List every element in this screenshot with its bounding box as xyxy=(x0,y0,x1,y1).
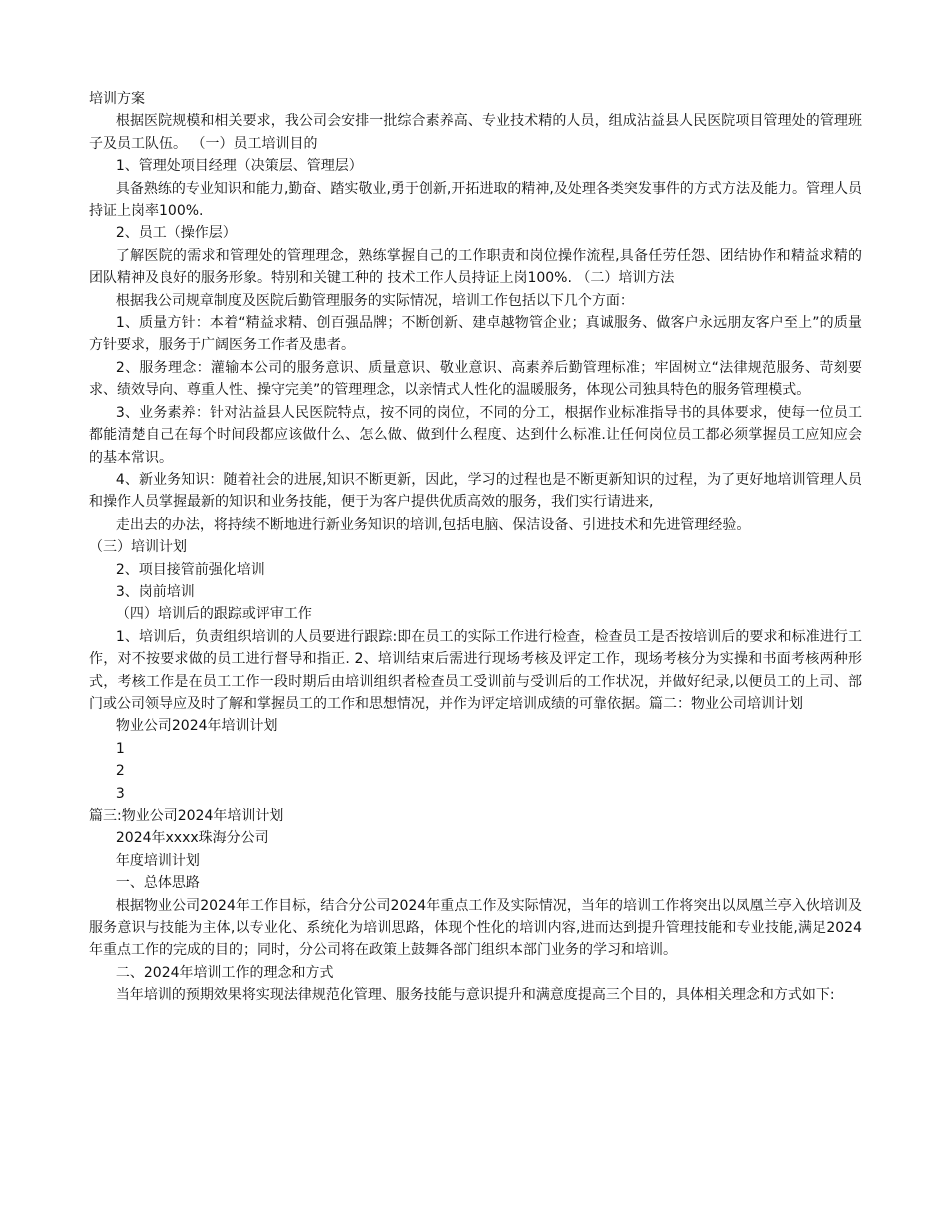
doc-title: 培训方案 xyxy=(89,91,145,107)
paragraph: 根据物业公司2024年工作目标，结合分公司2024年重点工作及实际情况，当年的培训工作将突出以凤凰兰亭入伙培训及服务意识与技能为主体,以专业化、系统化为培训思路，体现个性化的培训内容,进而达到提升管理技能和专业技能,满足2024年重点工作的完成的目的；同时，分公司将在政策上鼓舞各部门组织本部门业务的学习和培训。 xyxy=(89,897,862,959)
paragraph: 4、新业务知识：随着社会的进展,知识不断更新，因此，学习的过程也是不断更新知识的过程，为了更好地培训管理人员和操作人员掌握最新的知识和业务技能，便于为客户提供优质高效的服务，我们实行请进来, xyxy=(89,471,862,511)
paragraph: 年度培训计划 xyxy=(115,852,200,869)
paragraph: 具备熟练的专业知识和能力,勤奋、踏实敬业,勇于创新,开拓进取的精神,及处理各类突发事件的方式方法及能力。管理人员持证上岗率100%. xyxy=(89,180,862,220)
paragraph: 1、质量方针：本着“精益求精、创百强品牌；不断创新、建卓越物管企业；真诚服务、做客户永远朋友客户至上”的质量方针要求，服务于广阔医务工作者及患者。 xyxy=(89,315,862,354)
section-heading: 二、2024年培训工作的理念和方式 xyxy=(115,964,334,981)
paragraph: 2、服务理念：灌输本公司的服务意识、质量意识、敬业意识、高素养后勤管理标准；牢固树立“法律规范服务、苛刻要求、绩效导向、尊重人性、操守完美”的管理理念，以亲情式人性化的温暖服务，体现公司独具特色的服务管理模式。 xyxy=(89,359,862,399)
list-number: 2 xyxy=(115,763,125,780)
paragraph: 根据医院规模和相关要求，我公司会安排一批综合素养高、专业技术精的人员，组成沾益县人民医院项目管理处的管理班子及员工队伍。 （一）员工培训目的 xyxy=(89,113,862,152)
section-heading: （三）培训计划 xyxy=(89,539,187,556)
paragraph: 2024年xxxx珠海分公司 xyxy=(115,830,269,847)
paragraph: 走出去的办法，将持续不断地进行新业务知识的培训,包括电脑、保洁设备、引进技术和先进管理经验。 xyxy=(115,516,751,533)
section-heading: （四）培训后的跟踪或评审工作 xyxy=(115,606,312,623)
list-number: 1 xyxy=(115,740,125,757)
list-number: 3 xyxy=(115,785,125,802)
paragraph: 2、项目接管前强化培训 xyxy=(115,561,265,578)
section-heading: 一、总体思路 xyxy=(115,875,200,892)
paragraph: 当年培训的预期效果将实现法律规范化管理、服务技能与意识提升和满意度提高三个目的，具体相关理念和方式如下: xyxy=(115,987,835,1004)
paragraph: 1、培训后，负责组织培训的人员要进行跟踪:即在员工的实际工作进行检查，检查员工是否按培训后的要求和标准进行工作，对不按要求做的员工进行督导和指正. 2、培训结束后需进行现场考核及评定工作，现场考核分为实操和书面考核两种形式，考核工作是在员工工作一段时期后由培训组织者检查员工受训前与受训后的工作状况，并做好纪录,以便员工的上司、部门或公司领导应及时了解和掌握员工的工作和思想情况，并作为评定培训成绩的可靠依据。篇二：物业公司培训计划 xyxy=(89,628,862,712)
paragraph: 1、管理处项目经理（决策层、管理层） xyxy=(115,158,363,175)
paragraph: 了解医院的需求和管理处的管理理念，熟练掌握自己的工作职责和岗位操作流程,具备任劳任怨、团结协作和精益求精的团队精神及良好的服务形象。特别和关键工种的 技术工作人员持证上岗100%. （二）培训方法 xyxy=(89,247,862,287)
paragraph: 2、员工（操作层） xyxy=(115,225,237,242)
section-heading: 篇三:物业公司2024年培训计划 xyxy=(89,808,284,824)
paragraph: 物业公司2024年培训计划 xyxy=(115,718,278,735)
paragraph: 3、业务素养：针对沾益县人民医院特点，按不同的岗位，不同的分工，根据作业标准指导书的具体要求，使每一位员工都能清楚自己在每个时间段都应该做什么、怎么做、做到什么程度、达到什么标准.让任何岗位员工都必须掌握员工应知应会的基本常识。 xyxy=(89,404,862,466)
paragraph: 根据我公司规章制度及医院后勤管理服务的实际情况，培训工作包括以下几个方面： xyxy=(115,292,634,309)
paragraph: 3、岗前培训 xyxy=(115,583,195,600)
